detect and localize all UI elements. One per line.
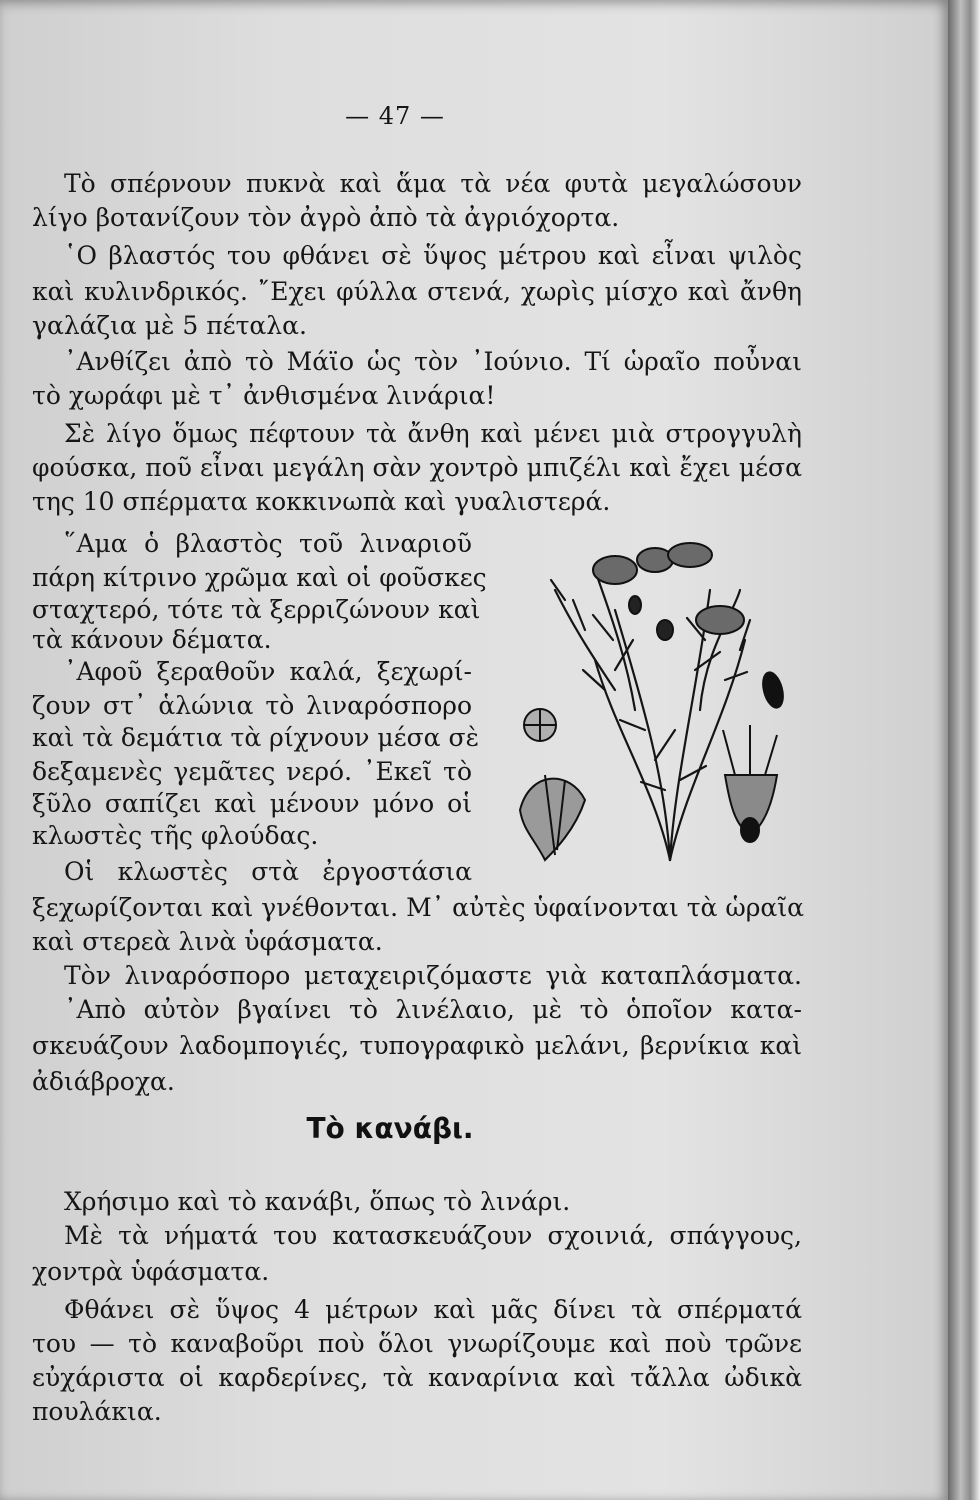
text-line: κλωστὲς τῆς φλούδας. [32, 821, 319, 850]
text-line: Οἱ κλωστὲς στὰ ἐργοστάσια [64, 857, 472, 886]
flax-plant-illustration [495, 530, 800, 870]
text-line: ῾Ο βλαστός του φθάνει σὲ ὕψος μέτρου καὶ εἶναι ψιλὸς [64, 241, 802, 270]
text-line: Τὸν λιναρόσπορο μεταχειριζόμαστε γιὰ καταπλάσματα. [64, 961, 802, 990]
text-line: Σὲ λίγο ὅμως πέφτουν τὰ ἄνθη καὶ μένει μιὰ στρογγυλὴ [64, 419, 802, 448]
text-line: πουλάκια. [32, 1397, 162, 1426]
text-line: ᾿Ανθίζει ἀπὸ τὸ Μάϊο ὡς τὸν ᾿Ιούνιο. Τί ὡραῖο ποὖναι [64, 347, 802, 376]
text-line: ξεχωρίζονται καὶ γνέθονται. Μ᾿ αὐτὲς ὑφαίνονται τὰ ὡραῖα [32, 893, 804, 922]
text-line: καὶ κυλινδρικός. ῎Εχει φύλλα στενά, χωρὶς μίσχο καὶ ἄνθη [32, 277, 802, 306]
text-line: καὶ στερεὰ λινὰ ὑφάσματα. [32, 927, 383, 956]
text-line: Τὸ σπέρνουν πυκνὰ καὶ ἅμα τὰ νέα φυτὰ μεγαλώσουν [64, 169, 802, 198]
text-line: ζουν στ᾿ ἁλώνια τὸ λιναρόσπορο [32, 691, 472, 720]
text-line: ᾿Αφοῦ ξεραθοῦν καλά, ξεχωρί- [64, 657, 472, 686]
text-line: της 10 σπέρματα κοκκινωπὰ καὶ γυαλιστερά. [32, 487, 611, 516]
text-line: ῞Αμα ὁ βλαστὸς τοῦ λιναριοῦ [64, 529, 472, 558]
text-line: λίγο βοτανίζουν τὸν ἀγρὸ ἀπὸ τὰ ἀγριόχορτα. [32, 203, 620, 232]
text-line: χοντρὰ ὑφάσματα. [32, 1257, 270, 1286]
text-line: καὶ τὰ δεμάτια τὰ ρίχνουν μέσα σὲ [32, 723, 479, 752]
text-line: ξῦλο σαπίζει καὶ μένουν μόνο οἱ [32, 789, 472, 818]
text-line: σταχτερό, τότε τὰ ξερριζώνουν καὶ [32, 595, 481, 624]
text-line: εὐχάριστα οἱ καρδερίνες, τὰ καναρίνια καὶ τἄλλα ὠδικὰ [32, 1363, 802, 1392]
text-line: φούσκα, ποῦ εἶναι μεγάλη σὰν χοντρὸ μπιζέλι καὶ ἔχει μέσα [32, 453, 802, 482]
text-line: τὸ χωράφι μὲ τ᾿ ἀνθισμένα λινάρια! [32, 381, 496, 410]
section-heading: Τὸ κανάβι. [306, 1112, 474, 1145]
text-line: σκευάζουν λαδομπογιές, τυπογραφικὸ μελάνι, βερνίκια καὶ [32, 1031, 802, 1060]
text-line: Φθάνει σὲ ὕψος 4 μέτρων καὶ μᾶς δίνει τὰ σπέρματά [64, 1295, 802, 1324]
text-line: Χρήσιμο καὶ τὸ κανάβι, ὅπως τὸ λινάρι. [64, 1187, 571, 1216]
text-line: τὰ κάνουν δέματα. [32, 625, 272, 654]
text-line: του — τὸ καναβοῦρι ποὺ ὅλοι γνωρίζουμε καὶ ποὺ τρῶνε [32, 1329, 802, 1358]
text-line: δεξαμενὲς γεμᾶτες νερό. ᾿Εκεῖ τὸ [32, 757, 472, 786]
text-line: ἀδιάβροχα. [32, 1067, 175, 1096]
text-line: πάρη κίτρινο χρῶμα καὶ οἱ φοῦσκες [32, 563, 487, 592]
page-number: — 47 — [345, 102, 445, 130]
book-spine-edge [948, 0, 980, 1500]
text-line: Μὲ τὰ νήματά του κατασκευάζουν σχοινιά, σπάγγους, [64, 1221, 802, 1250]
text-line: ᾿Απὸ αὐτὸν βγαίνει τὸ λινέλαιο, μὲ τὸ ὁποῖον κατα- [64, 995, 802, 1024]
text-line: γαλάζια μὲ 5 πέταλα. [32, 311, 307, 340]
